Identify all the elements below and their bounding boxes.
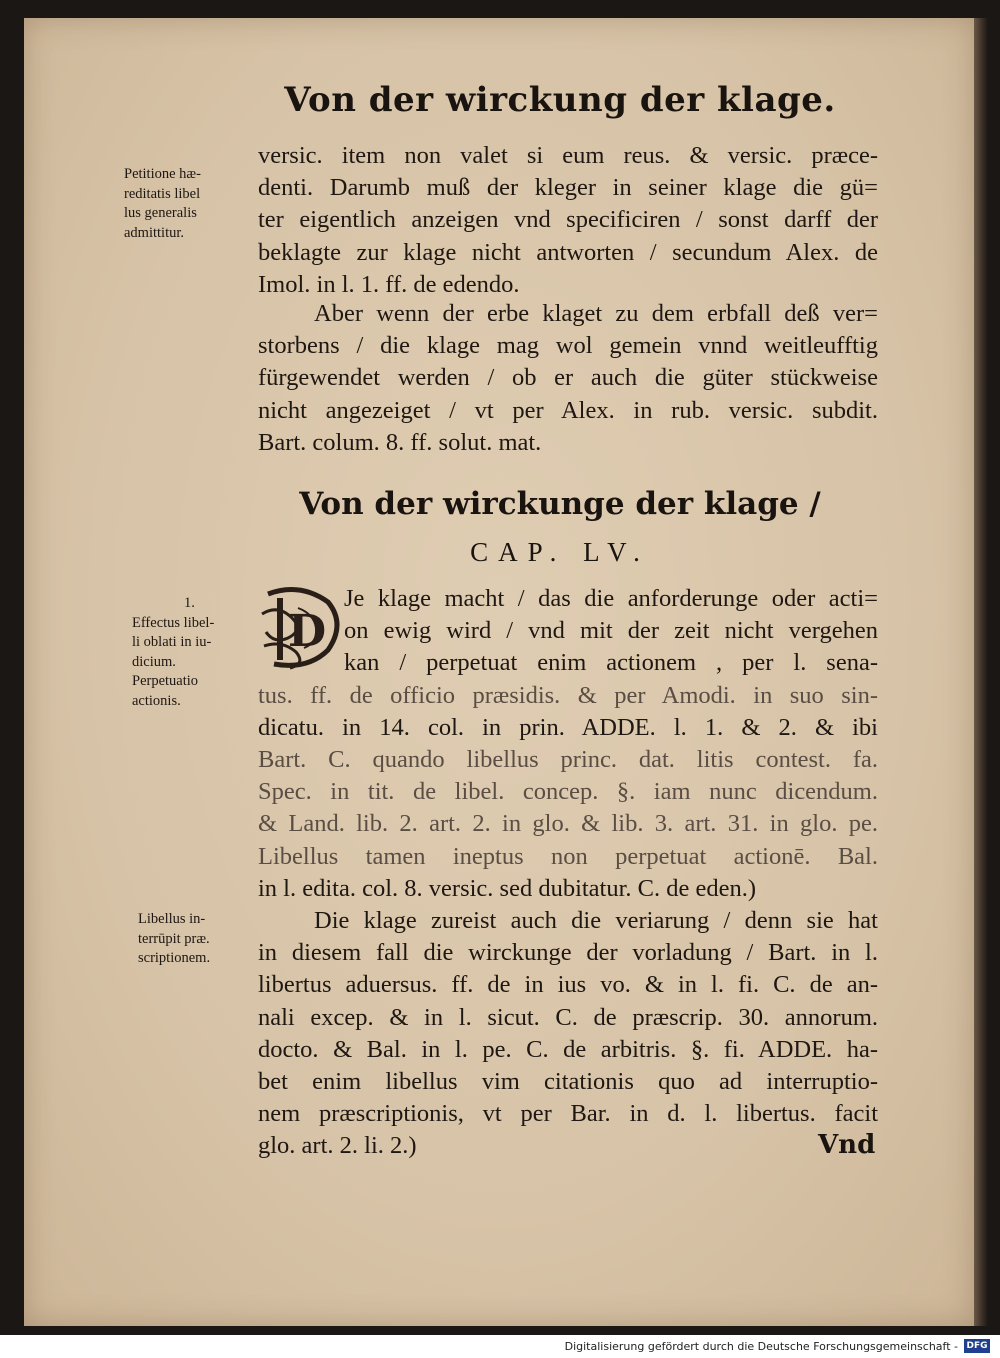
text-line: ter eigentlich anzeigen vnd specificiren / sonst darff der bbox=[258, 206, 878, 234]
text-block-2 bbox=[258, 298, 878, 459]
text-line: bet enim libellus vim citationis quo ad interruptio- bbox=[258, 1067, 878, 1095]
text-line: & Land. lib. 2. art. 2. in glo. & lib. 3. art. 31. in glo. pe. bbox=[258, 810, 878, 838]
text-line: Libellus tamen ineptus non perpetuat actionē. Bal. bbox=[258, 842, 878, 870]
margin-note-line: admittitur. bbox=[124, 224, 185, 241]
text-line: storbens / die klage mag wol gemein vnnd weitleufftig bbox=[258, 332, 878, 360]
margin-note-line: lus generalis bbox=[124, 205, 197, 221]
text-line: tus. ff. de officio præsidis. & per Amodi. in suo sin- bbox=[258, 681, 878, 709]
text-line: in l. edita. col. 8. versic. sed dubitatur. C. de eden.) bbox=[258, 874, 757, 902]
dfg-logo: DFG bbox=[964, 1339, 990, 1353]
margin-note-line: terrūpit præ. bbox=[138, 930, 210, 947]
text-line: Spec. in tit. de libel. concep. §. iam nunc dicendum. bbox=[258, 778, 878, 806]
margin-note-line: 1. bbox=[184, 595, 195, 611]
margin-note-line: dicium. bbox=[132, 653, 176, 670]
funding-notice: Digitalisierung gefördert durch die Deutsche Forschungsgemeinschaft - bbox=[564, 1340, 958, 1353]
margin-note-line: actionis. bbox=[132, 692, 181, 709]
text-line: in diesem fall die wirckunge der vorladung / Bart. in l. bbox=[258, 939, 878, 967]
text-line: on ewig wird / vnd mit der zeit nicht vergehen bbox=[344, 617, 878, 645]
margin-note-effectus bbox=[132, 594, 214, 711]
text-line: nem præscriptionis, vt per Bar. in d. l. libertus. facit bbox=[258, 1100, 878, 1128]
text-block-4 bbox=[258, 905, 878, 1163]
margin-note-line: Libellus in- bbox=[138, 911, 206, 927]
margin-note-line: li oblati in iu- bbox=[132, 634, 212, 650]
page-edge bbox=[974, 18, 988, 1326]
margin-note-line: Perpetuatio bbox=[132, 673, 199, 689]
text-line: docto. & Bal. in l. pe. C. de arbitris. §. fi. ADDE. ha- bbox=[258, 1035, 878, 1063]
text-line: Imol. in l. 1. ff. de edendo. bbox=[258, 270, 520, 298]
text-line: Bart. colum. 8. ff. solut. mat. bbox=[258, 428, 542, 456]
margin-note-petitione bbox=[124, 165, 201, 243]
margin-note-line: Petitione hæ- bbox=[124, 166, 201, 182]
text-line: dicatu. in 14. col. in prin. ADDE. l. 1. & 2. & ibi bbox=[258, 713, 878, 741]
chapter-number: CAP. LV. bbox=[470, 537, 650, 567]
running-head: Von der wirckung der klage. bbox=[284, 80, 836, 120]
text-line: fürgewendet werden / ob er auch die güter stückweise bbox=[258, 364, 878, 392]
margin-note-line: reditatis libel bbox=[124, 185, 201, 202]
text-line: nali excep. & in l. sicut. C. de præscrip. 30. annorum. bbox=[258, 1003, 878, 1031]
text-line: nicht angezeiget / vt per Alex. in rub. versic. subdit. bbox=[258, 396, 878, 424]
text-line: versic. item non valet si eum reus. & versic. præce- bbox=[258, 142, 878, 169]
catchword: Vnd bbox=[818, 1130, 876, 1160]
text-line: glo. art. 2. li. 2.) bbox=[258, 1132, 417, 1160]
margin-note-line: Effectus libel- bbox=[132, 614, 215, 631]
text-line: Die klage zureist auch die veriarung / denn sie hat bbox=[314, 907, 878, 934]
text-line: denti. Darumb muß der kleger in seiner klage die gü= bbox=[258, 174, 878, 202]
text-line: Je klage macht / das die anforderunge oder acti= bbox=[344, 585, 878, 612]
margin-note-libellus bbox=[138, 910, 210, 969]
text-line: Aber wenn der erbe klaget zu dem erbfall deß ver= bbox=[314, 300, 878, 327]
margin-note-line: scriptionem. bbox=[138, 950, 211, 966]
text-block-3 bbox=[258, 583, 878, 905]
text-line: kan / perpetuat enim actionem , per l. sena- bbox=[344, 649, 878, 677]
initial-letter: D bbox=[288, 606, 327, 657]
text-block-1 bbox=[258, 140, 878, 301]
text-line: libertus aduersus. ff. de in ius vo. & in l. fi. C. de an- bbox=[258, 971, 878, 999]
text-line: Bart. C. quando libellus princ. dat. litis contest. fa. bbox=[258, 745, 878, 773]
chapter-title: Von der wirckunge der klage / bbox=[299, 486, 821, 522]
text-line: beklagte zur klage nicht antworten / secundum Alex. de bbox=[258, 238, 878, 266]
